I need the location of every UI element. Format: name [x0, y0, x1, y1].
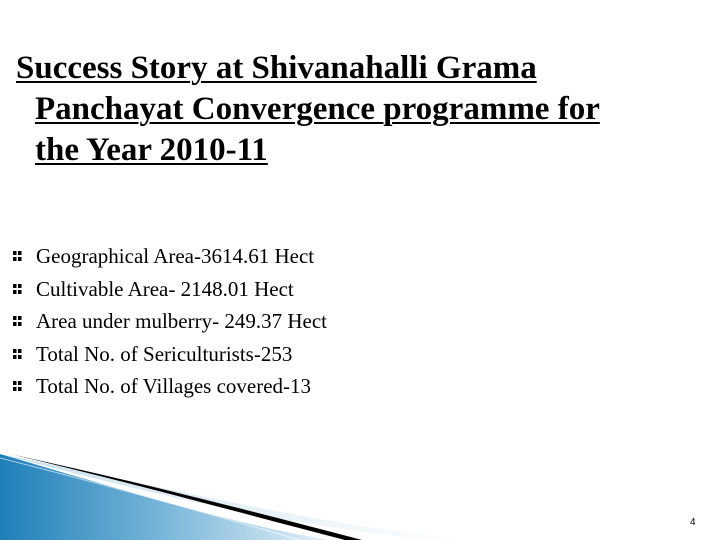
bullet-icon	[13, 251, 22, 261]
bullet-text: Geographical Area-3614.61 Hect	[36, 244, 315, 268]
decorative-swoosh	[0, 440, 720, 540]
bullet-text: Total No. of Villages covered-13	[36, 374, 312, 398]
title-line-2: Panchayat Convergence programme for	[35, 91, 600, 127]
page-number: 4	[690, 517, 696, 528]
list-item	[13, 338, 327, 371]
title-line-3: the Year 2010-11	[35, 132, 268, 168]
list-item	[13, 305, 327, 338]
bullet-text: Total No. of Sericulturists-253	[36, 341, 293, 366]
slide-title	[16, 48, 716, 171]
bullet-list	[13, 240, 327, 403]
bullet-icon	[13, 349, 22, 359]
bullet-icon	[13, 316, 22, 326]
bullet-icon	[13, 381, 22, 391]
bullet-icon	[13, 284, 22, 294]
bullet-text: Area under mulberry- 249.37 Hect	[36, 309, 327, 333]
bullet-text: Cultivable Area- 2148.01 Hect	[36, 276, 294, 301]
list-item	[13, 273, 327, 306]
list-item	[13, 370, 327, 403]
title-line-1: Success Story at Shivanahalli Grama	[16, 50, 537, 86]
list-item	[13, 240, 327, 273]
